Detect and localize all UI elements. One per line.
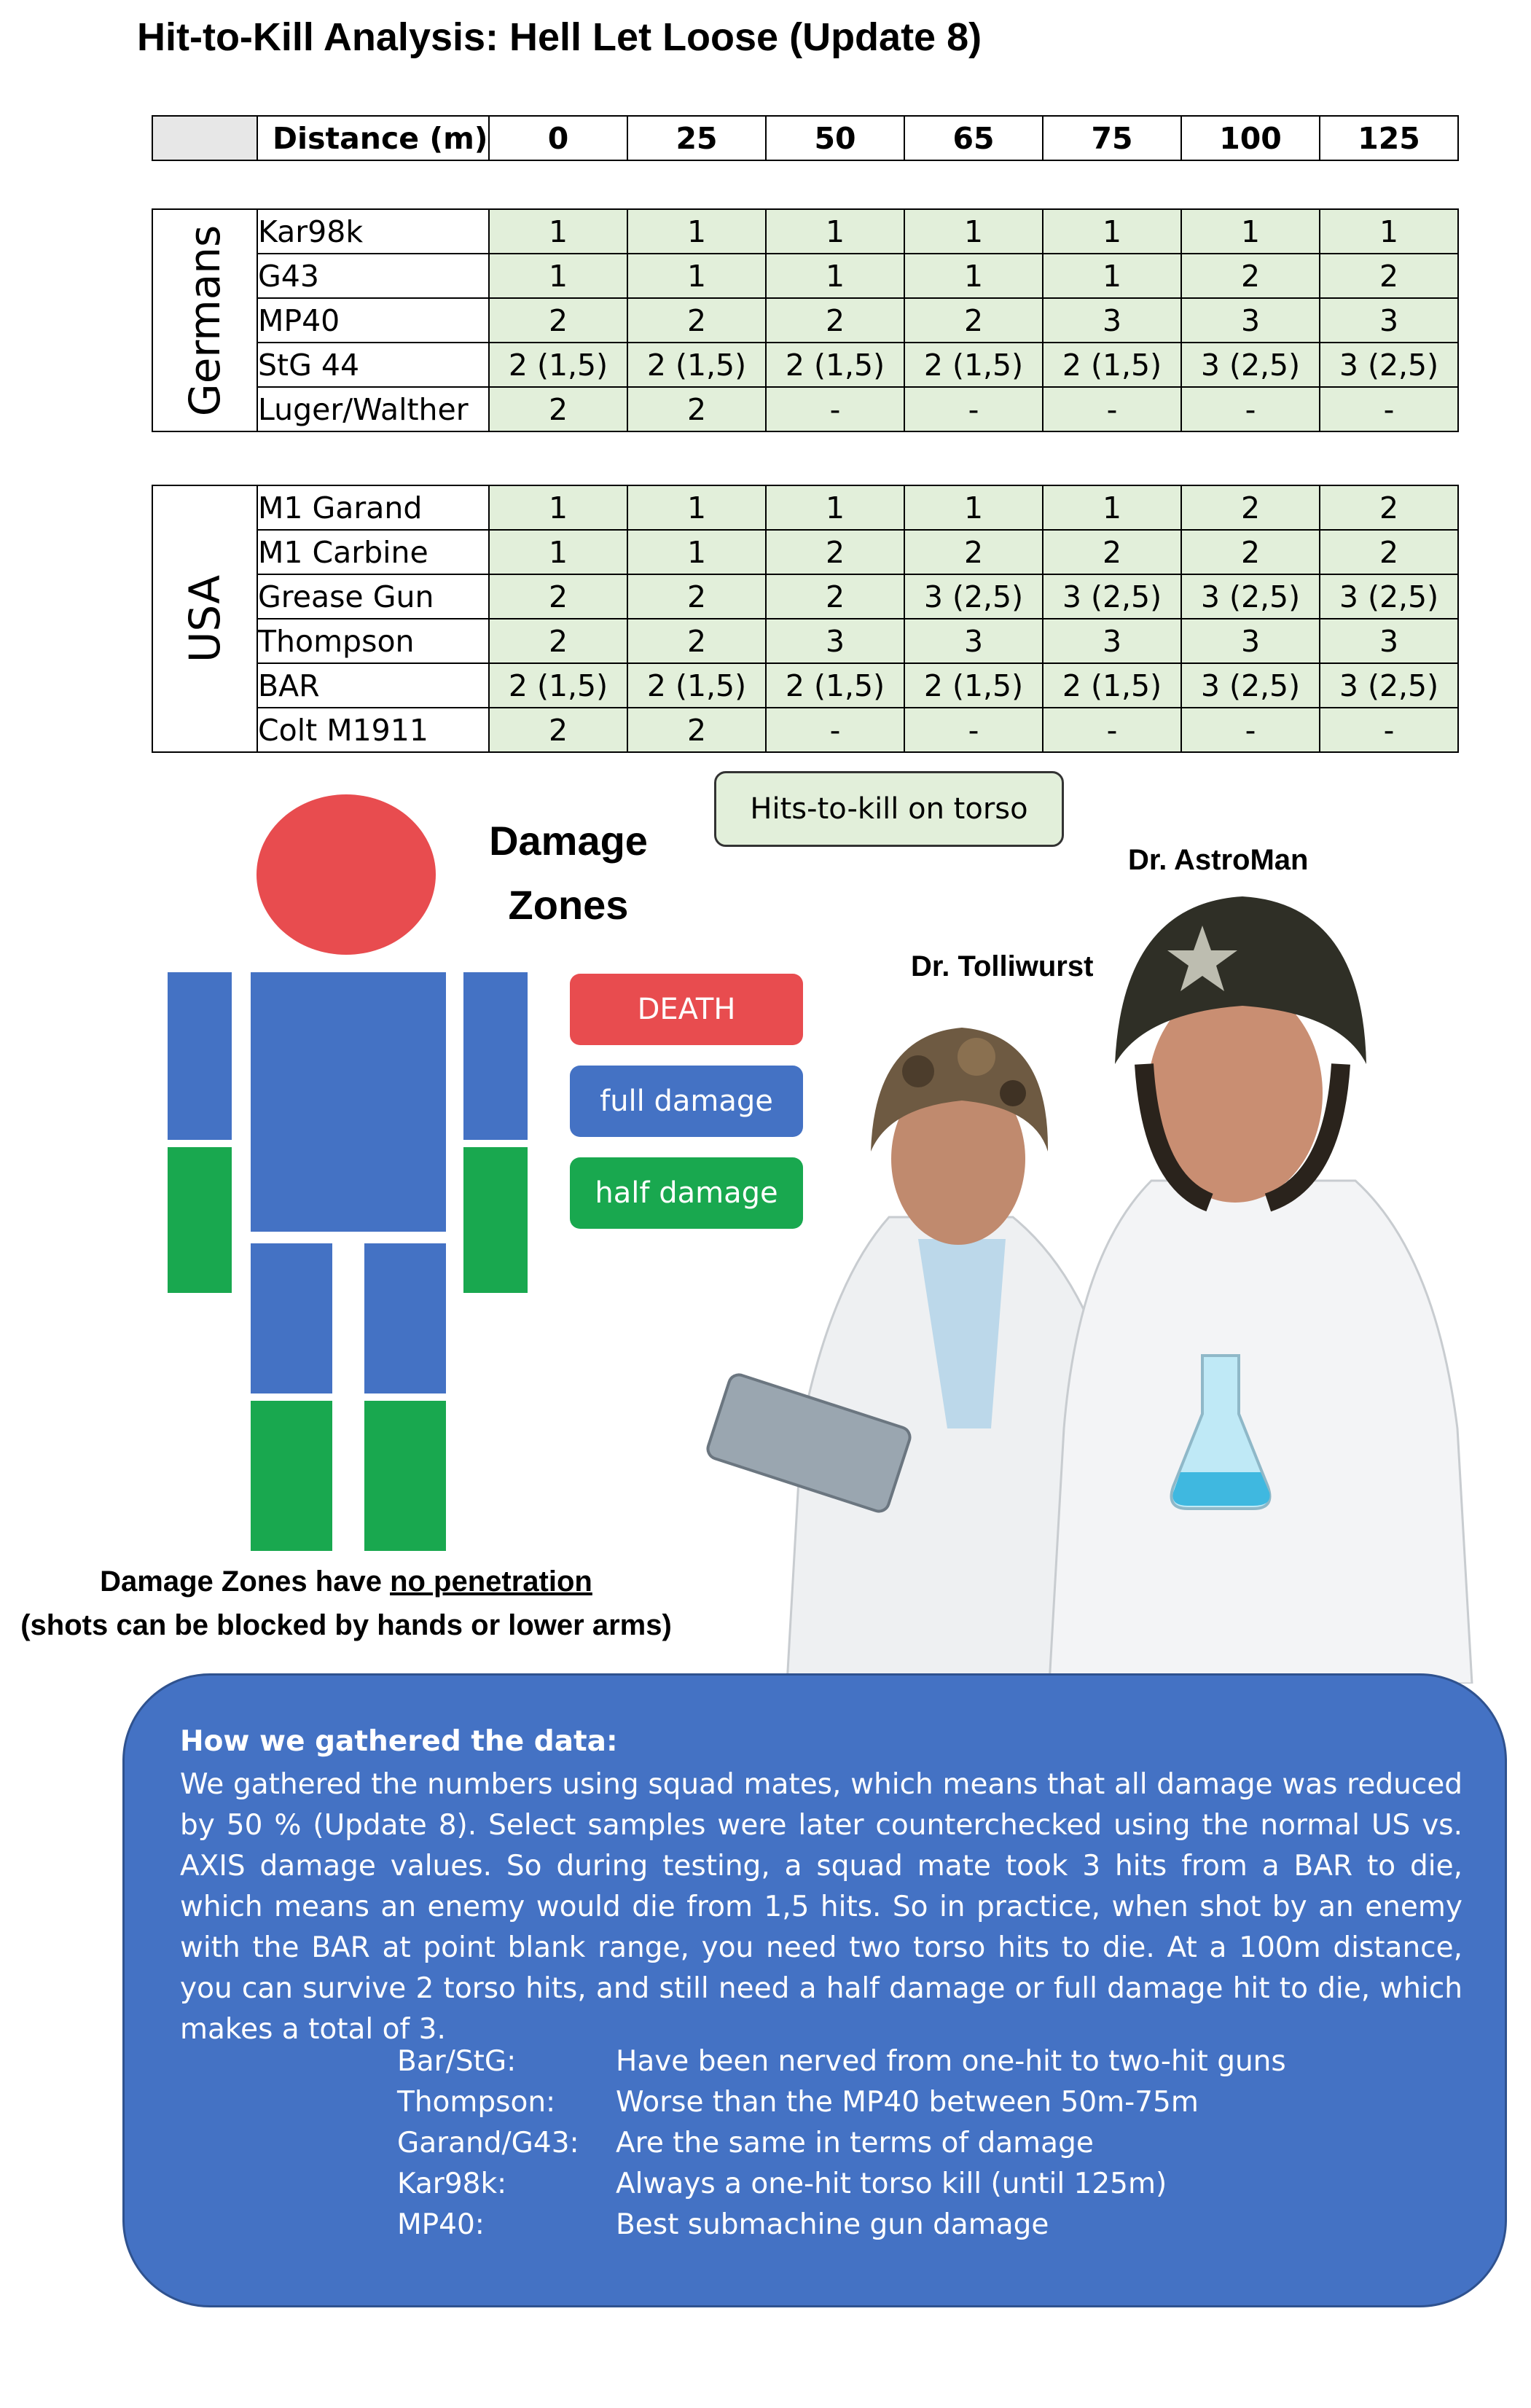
head-zone (257, 794, 436, 955)
hits-to-kill-cell: - (1043, 708, 1181, 752)
damage-zones-title-line2: Zones (508, 882, 629, 928)
hits-to-kill-cell: 1 (1043, 254, 1181, 298)
hits-to-kill-cell: 1 (627, 485, 766, 530)
right-lower-arm-zone (463, 1147, 528, 1293)
hits-to-kill-cell: 2 (1,5) (904, 343, 1043, 387)
summary-row (397, 2041, 1286, 2082)
summary-weapon: MP40: (397, 2208, 485, 2241)
summary-text: Have been nerved from one-hit to two-hit guns (616, 2045, 1286, 2078)
hits-to-kill-cell: - (766, 708, 904, 752)
hits-to-kill-cell: 1 (904, 209, 1043, 254)
info-body-text: We gathered the numbers using squad mates, which means that all damage was reduced by 50 % (Update 8). Select samples were later counterchecked using the normal US vs. AXIS damage values. So during testing, a squad mate took 3 hits from a BAR to die, which means an enemy would die from 1,5 hits. So in practice, when shot by an enemy with the BAR at point blank range, you need two torso hits to die. At a 100m distance, you can survive 2 torso hits, and still need a half damage or full damage hit to die, which makes a total of 3. (180, 1768, 1463, 2046)
hits-to-kill-cell: - (904, 387, 1043, 431)
hits-to-kill-cell: - (766, 387, 904, 431)
caption-prefix: Damage Zones have (100, 1565, 391, 1598)
hits-to-kill-cell: 2 (766, 298, 904, 343)
damage-zones-caption-line1 (44, 1565, 649, 1598)
hits-to-kill-cell: 1 (489, 209, 627, 254)
legend-full-damage: full damage (570, 1066, 803, 1137)
distance-col: 0 (489, 116, 627, 160)
hits-to-kill-cell: 1 (489, 254, 627, 298)
hits-to-kill-cell: 3 (1181, 298, 1320, 343)
distance-header-table (152, 115, 1459, 161)
hits-to-kill-cell: 2 (1,5) (766, 663, 904, 708)
hits-to-kill-cell: 3 (2,5) (1320, 574, 1458, 619)
data-gathering-info-box (122, 1673, 1507, 2307)
weapon-name: Luger/Walther (257, 387, 489, 431)
hits-to-kill-cell: 3 (2,5) (904, 574, 1043, 619)
hits-to-kill-cell: 2 (1181, 530, 1320, 574)
hits-to-kill-cell: - (1181, 708, 1320, 752)
hits-to-kill-cell: 1 (766, 485, 904, 530)
hits-to-kill-cell: 2 (1320, 530, 1458, 574)
damage-zones-title-line1: Damage (489, 818, 648, 864)
hits-to-kill-cell: 1 (627, 254, 766, 298)
hits-to-kill-cell: 1 (1320, 209, 1458, 254)
weapon-row (152, 485, 1458, 530)
hits-to-kill-cell: 2 (1,5) (766, 343, 904, 387)
germans-side-cell (152, 209, 257, 431)
summary-text: Always a one-hit torso kill (until 125m) (616, 2167, 1167, 2200)
hits-to-kill-cell: 1 (489, 485, 627, 530)
left-upper-leg-zone (251, 1243, 332, 1393)
hits-to-kill-cell: 2 (627, 708, 766, 752)
hits-to-kill-cell: 2 (766, 530, 904, 574)
distance-col: 125 (1320, 116, 1458, 160)
hits-to-kill-cell: 3 (2,5) (1181, 574, 1320, 619)
weapon-row (152, 387, 1458, 431)
hits-to-kill-cell: 2 (1,5) (904, 663, 1043, 708)
hits-to-kill-cell: 2 (1,5) (1043, 663, 1181, 708)
hits-to-kill-cell: 3 (2,5) (1181, 663, 1320, 708)
usa-table (152, 485, 1459, 753)
left-lower-arm-zone (168, 1147, 232, 1293)
hits-to-kill-cell: 2 (489, 574, 627, 619)
distance-col: 50 (766, 116, 904, 160)
summary-weapon: Bar/StG: (397, 2045, 517, 2078)
hits-to-kill-cell: 2 (904, 530, 1043, 574)
hits-to-kill-cell: 1 (1043, 485, 1181, 530)
left-upper-arm-zone (168, 972, 232, 1140)
hits-to-kill-cell: 1 (766, 254, 904, 298)
torso-zone (251, 972, 446, 1232)
germans-side-label: Germans (180, 224, 230, 416)
hits-to-kill-cell: 1 (904, 485, 1043, 530)
hits-to-kill-cell: 2 (1320, 254, 1458, 298)
summary-row (397, 2123, 1286, 2164)
hits-to-kill-cell: 3 (904, 619, 1043, 663)
weapon-row (152, 574, 1458, 619)
left-lower-leg-zone (251, 1401, 332, 1551)
right-lower-leg-zone (364, 1401, 446, 1551)
scientist-left-name: Dr. Tolliwurst (911, 950, 1094, 982)
legend-death: DEATH (570, 974, 803, 1045)
hits-to-kill-cell: 3 (1043, 298, 1181, 343)
hits-to-kill-cell: 2 (1043, 530, 1181, 574)
hits-to-kill-cell: 3 (2,5) (1043, 574, 1181, 619)
distance-col: 65 (904, 116, 1043, 160)
camo-spot (958, 1038, 995, 1076)
weapon-name: StG 44 (257, 343, 489, 387)
caption-no-penetration: no penetration (390, 1565, 592, 1598)
hits-to-kill-cell: 2 (627, 574, 766, 619)
weapon-row (152, 254, 1458, 298)
hits-to-kill-cell: 2 (1,5) (1043, 343, 1181, 387)
hits-to-kill-cell: 2 (627, 298, 766, 343)
weapon-name: Thompson (257, 619, 489, 663)
weapon-summary-list (397, 2041, 1286, 2245)
hits-to-kill-cell: 1 (1181, 209, 1320, 254)
summary-weapon: Thompson: (397, 2086, 556, 2119)
hits-to-kill-cell: - (904, 708, 1043, 752)
weapon-name: Colt M1911 (257, 708, 489, 752)
hits-to-kill-cell: 3 (2,5) (1320, 343, 1458, 387)
weapon-row (152, 343, 1458, 387)
hits-to-kill-cell: - (1320, 387, 1458, 431)
right-upper-arm-zone (463, 972, 528, 1140)
camo-spot (1000, 1080, 1026, 1106)
summary-weapon: Garand/G43: (397, 2127, 579, 2159)
usa-side-label: USA (180, 574, 230, 663)
weapon-name: M1 Garand (257, 485, 489, 530)
weapon-row (152, 708, 1458, 752)
weapon-row (152, 663, 1458, 708)
weapon-row (152, 298, 1458, 343)
hits-to-kill-cell: 3 (766, 619, 904, 663)
weapon-name: Grease Gun (257, 574, 489, 619)
info-heading: How we gathered the data: (180, 1725, 618, 1758)
header-blank-cell (152, 116, 257, 160)
hits-to-kill-cell: - (1043, 387, 1181, 431)
hits-to-kill-cell: 3 (1320, 298, 1458, 343)
camo-spot (902, 1055, 934, 1087)
hits-to-kill-cell: 2 (489, 619, 627, 663)
hits-to-kill-cell: - (1320, 708, 1458, 752)
weapon-name: G43 (257, 254, 489, 298)
hits-to-kill-cell: 1 (489, 530, 627, 574)
hits-to-kill-cell: 3 (2,5) (1181, 343, 1320, 387)
scientists-illustration (700, 875, 1494, 1684)
summary-row (397, 2205, 1286, 2245)
hits-to-kill-cell: 2 (1,5) (489, 343, 627, 387)
damage-zones-caption-line2: (shots can be blocked by hands or lower arms) (20, 1609, 672, 1641)
hits-to-kill-cell: 2 (1181, 254, 1320, 298)
summary-weapon: Kar98k: (397, 2167, 507, 2200)
distance-col: 25 (627, 116, 766, 160)
hits-to-kill-cell: 1 (627, 209, 766, 254)
hits-to-kill-cell: 3 (2,5) (1320, 663, 1458, 708)
hits-to-kill-cell: 3 (1181, 619, 1320, 663)
weapon-name: M1 Carbine (257, 530, 489, 574)
summary-row (397, 2164, 1286, 2205)
hits-to-kill-cell: 1 (1043, 209, 1181, 254)
distance-header: Distance (m) (257, 116, 489, 160)
weapon-name: MP40 (257, 298, 489, 343)
hits-to-kill-cell: 2 (766, 574, 904, 619)
summary-text: Are the same in terms of damage (616, 2127, 1094, 2159)
weapon-row (152, 619, 1458, 663)
page-title: Hit-to-Kill Analysis: Hell Let Loose (Update 8) (137, 15, 982, 59)
weapon-name: Kar98k (257, 209, 489, 254)
hits-to-kill-cell: 2 (627, 387, 766, 431)
hits-to-kill-cell: - (1181, 387, 1320, 431)
hits-to-kill-cell: 3 (1320, 619, 1458, 663)
torso-note-box: Hits-to-kill on torso (714, 771, 1064, 847)
distance-col: 100 (1181, 116, 1320, 160)
hits-to-kill-cell: 2 (627, 619, 766, 663)
hits-to-kill-cell: 2 (1181, 485, 1320, 530)
hits-to-kill-cell: 2 (1,5) (627, 663, 766, 708)
hits-to-kill-cell: 1 (766, 209, 904, 254)
hits-to-kill-cell: 3 (1043, 619, 1181, 663)
scientist-right-name: Dr. AstroMan (1128, 844, 1309, 876)
hits-to-kill-cell: 1 (904, 254, 1043, 298)
hits-to-kill-cell: 2 (904, 298, 1043, 343)
weapon-row (152, 209, 1458, 254)
hits-to-kill-cell: 2 (489, 387, 627, 431)
hits-to-kill-cell: 2 (1,5) (489, 663, 627, 708)
hits-to-kill-cell: 2 (489, 298, 627, 343)
hits-to-kill-cell: 2 (489, 708, 627, 752)
hits-to-kill-cell: 1 (627, 530, 766, 574)
weapon-name: BAR (257, 663, 489, 708)
usa-side-cell (152, 485, 257, 752)
right-upper-leg-zone (364, 1243, 446, 1393)
hits-to-kill-cell: 2 (1,5) (627, 343, 766, 387)
legend-half-damage: half damage (570, 1157, 803, 1229)
right-coat-shape (1049, 1181, 1472, 1684)
distance-col: 75 (1043, 116, 1181, 160)
germans-table (152, 208, 1459, 432)
summary-text: Best submachine gun damage (616, 2208, 1049, 2241)
weapon-row (152, 530, 1458, 574)
summary-row (397, 2082, 1286, 2123)
summary-text: Worse than the MP40 between 50m-75m (616, 2086, 1199, 2119)
damage-zones-title (466, 809, 670, 937)
hits-to-kill-cell: 2 (1320, 485, 1458, 530)
